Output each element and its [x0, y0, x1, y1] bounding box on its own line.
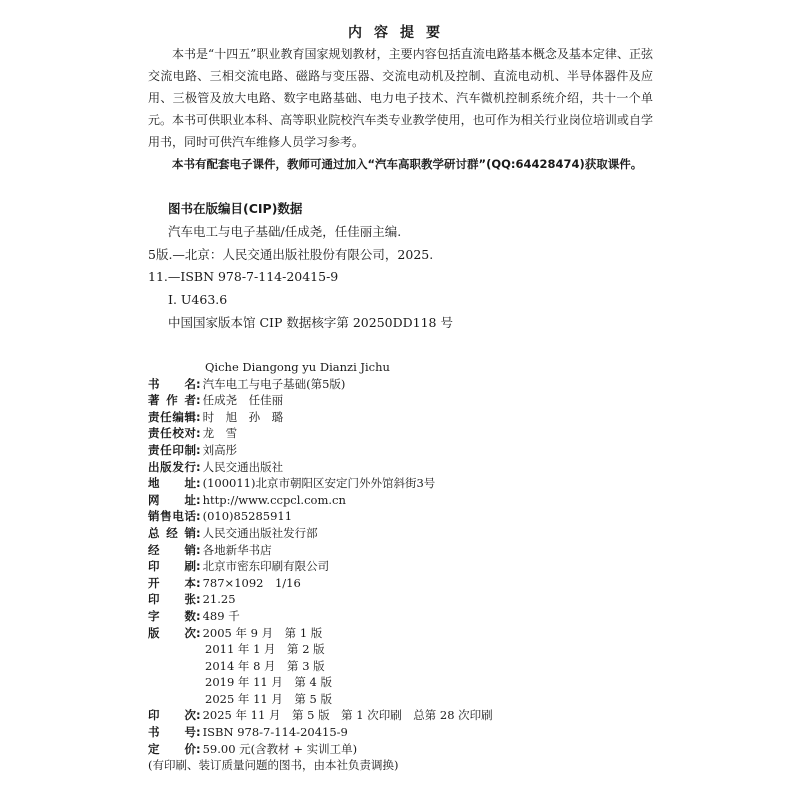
colophon-row	[148, 442, 493, 459]
edition-line: 2019 年 11 月 第 4 版	[205, 675, 332, 690]
row-label: 印张	[148, 592, 196, 607]
row-value: 汽车电工与电子基础(第5版)	[202, 376, 346, 391]
row-value: 787×1092 1/16	[202, 575, 301, 590]
row-label: 经销	[148, 542, 196, 557]
row-label: 出版发行	[148, 459, 196, 474]
colophon-row	[148, 558, 493, 575]
row-value: 时 旭 孙 璐	[202, 409, 284, 424]
colon: :	[196, 708, 201, 723]
colophon-row	[148, 376, 493, 393]
row-value: 2005 年 9 月 第 1 版	[202, 625, 323, 640]
row-label: 地址	[148, 476, 196, 491]
colophon-row	[148, 542, 493, 559]
row-value: 59.00 元(含教材 + 实训工单)	[202, 741, 358, 756]
row-label: 责任印制	[148, 442, 196, 457]
colon: :	[196, 409, 201, 424]
row-value: 北京市密东印刷有限公司	[202, 559, 330, 574]
row-label: 网址	[148, 492, 196, 507]
row-value: (100011)北京市朝阳区安定门外外馆斜街3号	[202, 476, 436, 491]
footer-note: (有印刷、装订质量问题的图书，由本社负责调换)	[148, 758, 399, 773]
colophon-row	[148, 508, 493, 525]
row-value: 刘高彤	[202, 442, 238, 457]
row-label: 字数	[148, 608, 196, 623]
row-value: 人民交通出版社发行部	[202, 525, 318, 540]
row-value: ISBN 978-7-114-20415-9	[202, 725, 348, 740]
row-value: (010)85285911	[202, 509, 293, 524]
row-value: http://www.ccpcl.com.cn	[202, 492, 346, 507]
cip-line: 汽车电工与电子基础/任成尧，任佳丽主编.	[168, 223, 402, 239]
row-label: 著作者	[148, 393, 196, 408]
colophon-row	[148, 724, 493, 741]
row-label: 书号	[148, 725, 196, 740]
cip-line: 11.—ISBN 978-7-114-20415-9	[148, 269, 339, 285]
colophon-row	[148, 575, 493, 592]
edition-line: 2011 年 1 月 第 2 版	[205, 642, 325, 657]
colon: :	[196, 426, 201, 441]
cip-heading: 图书在版编目(CIP)数据	[168, 201, 303, 216]
colophon-row	[148, 475, 493, 492]
colon: :	[196, 741, 201, 756]
colophon-row	[148, 525, 493, 542]
colophon-row	[148, 492, 493, 509]
colophon	[148, 359, 493, 774]
colon: :	[196, 393, 201, 408]
row-value: 龙 雪	[202, 426, 238, 441]
row-label: 责任校对	[148, 426, 196, 441]
row-value: 489 千	[202, 608, 240, 623]
row-value: 人民交通出版社	[202, 459, 284, 474]
colon: :	[196, 592, 201, 607]
summary-paragraph-2: 本书可供职业本科、高等职业院校汽车类专业教学使用，也可作为相关行业岗位培训或自学用书，同时可供汽车维修人员学习参考。	[148, 113, 653, 149]
colon: :	[196, 525, 201, 540]
courseware-note: 本书有配套电子课件，教师可通过加入“汽车高职教学研讨群”(QQ:64428474)获取课件。	[172, 157, 643, 171]
row-label: 开本	[148, 575, 196, 590]
summary-title: 内容提要	[348, 25, 452, 41]
colon: :	[196, 542, 201, 557]
colophon-row	[148, 707, 493, 724]
colophon-row	[148, 409, 493, 426]
colophon-row	[148, 459, 493, 476]
row-value: 21.25	[202, 592, 236, 607]
colophon-row	[148, 425, 493, 442]
row-label: 印次	[148, 708, 196, 723]
pinyin-title: Qiche Diangong yu Dianzi Jichu	[205, 360, 390, 374]
row-label: 定价	[148, 741, 196, 756]
cip-line: Ⅰ. U463.6	[168, 292, 228, 308]
row-label: 版次	[148, 625, 196, 640]
row-value: 任成尧 任佳丽	[202, 393, 284, 408]
colon: :	[196, 442, 201, 457]
colon: :	[196, 608, 201, 623]
edition-line: 2014 年 8 月 第 3 版	[205, 658, 325, 673]
row-label: 总经销	[148, 525, 196, 540]
colophon-row	[148, 392, 493, 409]
colophon-row	[148, 591, 493, 608]
colon: :	[196, 492, 201, 507]
cip-block	[148, 198, 453, 335]
row-label: 责任编辑	[148, 409, 196, 424]
row-value: 2025 年 11 月 第 5 版 第 1 次印刷 总第 28 次印刷	[202, 708, 493, 723]
colon: :	[196, 725, 201, 740]
colon: :	[196, 559, 201, 574]
colophon-row	[148, 741, 493, 758]
row-value: 各地新华书店	[202, 542, 272, 557]
colon: :	[196, 459, 201, 474]
row-label: 销售电话	[148, 509, 196, 524]
colon: :	[196, 376, 201, 391]
edition-line: 2025 年 11 月 第 5 版	[205, 691, 332, 706]
row-label: 书名	[148, 376, 196, 391]
row-label: 印刷	[148, 559, 196, 574]
colon: :	[196, 476, 201, 491]
cip-line: 中国国家版本馆 CIP 数据核字第 20250DD118 号	[168, 314, 453, 330]
colophon-row-edition: 版次: 2005 年 9 月 第 1 版	[148, 625, 323, 640]
cip-line: 5版.—北京：人民交通出版社股份有限公司，2025.	[148, 246, 434, 262]
colon: :	[196, 509, 201, 524]
colophon-row	[148, 608, 493, 625]
summary-paragraph-1: 本书是“十四五”职业教育国家规划教材，主要内容包括直流电路基本概念及基本定律、正弦交流电路、三相交流电路、磁路与变压器、交流电动机及控制、直流电动机、半导体器件及应用、三极管及放大电路、数字电路基础、电力电子技术、汽车微机控制系统介绍，共十一个单元。	[148, 47, 653, 127]
colon: :	[196, 575, 201, 590]
